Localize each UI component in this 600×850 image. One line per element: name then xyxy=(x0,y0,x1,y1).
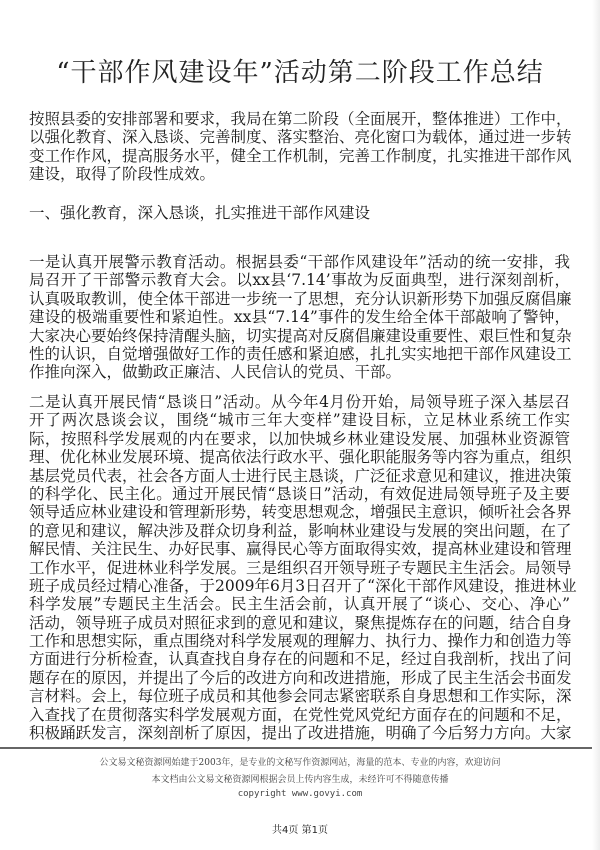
text-line: 理、优化林业发展环境、提高依法行政水平、强化职能服务等内容为重点，组织 xyxy=(29,448,572,467)
text-line: 班子成员经过精心准备，于2009年6月3日召开了“深化干部作风建设，推进林业 xyxy=(29,576,577,595)
text-line: 作推向深入，做勤政正廉洁、人民信认的党员、干部。 xyxy=(29,363,402,382)
document-title: “干部作风建设年”活动第二阶段工作总结 xyxy=(56,58,544,88)
text-line: 积极踊跃发言，深刻剖析了原因，提出了改进措施，明确了今后努力方向。大家 xyxy=(29,724,572,743)
text-line: 的科学化、民主化。通过开展民情“恳谈日”活动，有效促进局领导班子及主要 xyxy=(29,484,570,503)
text-line: 建设的极端重要性和紧迫性。xx县“7.14”事件的发生给全体干部敲响了警钟， xyxy=(29,308,570,327)
text-line: 入查找了在贯彻落实科学发展观方面，在党性党风党纪方面存在的问题和不足， xyxy=(29,705,572,724)
footer-copyright: copyright www.govyi.com xyxy=(237,789,363,799)
text-line: 际，按照科学发展观的内在要求，以加快城乡林业建设发展、加强林业资源管 xyxy=(29,429,570,448)
text-line: 工作和思想实际，重点围绕对科学发展观的理解力、执行力、操作力和创造力等 xyxy=(29,632,572,651)
text-line: 建设，取得了阶段性成效。 xyxy=(29,165,216,184)
text-line: 以强化教育、深入恳谈、完善制度、落实整治、亮化窗口为载体，通过进一步转 xyxy=(29,128,572,147)
footer-divider xyxy=(0,747,592,749)
dialogue-day-paragraph xyxy=(29,393,577,743)
text-line: 按照县委的安排部署和要求，我局在第二阶段（全面展开，整体推进）工作中， xyxy=(29,110,572,128)
text-line: 科学发展”专题民主生活会。民主生活会前，认真开展了“谈心、交心、净心” xyxy=(29,595,570,614)
text-line: 的意见和建议，解决涉及群众切身利益，影响林业建设与发展的突出问题，在了 xyxy=(29,521,572,540)
text-line: 一是认真开展警示教育活动。根据县委“干部作风建设年”活动的统一安排，我 xyxy=(29,253,570,271)
text-line: 开了两次恳谈会议，围绕“城市三年大变样”建设目标，立足林业系统工作实 xyxy=(29,411,570,430)
section-heading xyxy=(29,204,570,222)
warning-education-paragraph xyxy=(29,253,570,382)
text-line: 题存在的原因，并提出了今后的改进方向和改进措施，形成了民主生活会书面发 xyxy=(29,668,572,687)
text-line: 领导适应林业建设和管理新形势，转变思想观念，增强民主意识，倾听社会各界 xyxy=(29,503,572,522)
footer-site-intro: 公文易文秘资源网始建于2003年，是专业的文秘写作资源网站，海量的范本、专业的内容，欢迎访问 xyxy=(99,758,501,768)
section-heading-text: 一、强化教育，深入恳谈，扎实推进干部作风建设 xyxy=(29,204,371,222)
text-line: 认真吸取教训，使全体干部进一步统一了思想，充分认识新形势下加强反腐倡廉 xyxy=(29,289,572,308)
text-line: 大家决心要始终保持清醒头脑，切实提高对反腐倡廉建设重要性、艰巨性和复杂 xyxy=(29,326,572,345)
text-line: 方面进行分析检查，认真查找自身存在的问题和不足，经过自我剖析，找出了问 xyxy=(29,650,572,669)
text-line: 解民情、关注民生、办好民事、赢得民心等方面取得实效，提高林业建设和管理 xyxy=(29,540,572,559)
text-line: 基层党员代表，社会各方面人士进行民主恳谈，广泛征求意见和建议，推进决策 xyxy=(29,466,572,485)
text-line: 二是认真开展民情“恳谈日”活动。从今年4月份开始，局领导班子深入基层召 xyxy=(29,393,570,411)
page-indicator: 共4页 第1页 xyxy=(272,825,328,836)
text-line: 言材料。会上，每位班子成员和其他参会同志紧密联系自身思想和工作实际，深 xyxy=(29,687,572,706)
text-line: 变工作作风，提高服务水平，健全工作机制，完善工作制度，扎实推进干部作风 xyxy=(29,146,572,165)
text-line: 性的认识，自觉增强做好工作的责任感和紧迫感，扎扎实实地把干部作风建设工 xyxy=(29,344,572,363)
text-line: 活动，领导班子成员对照征求到的意见和建议，聚焦提炼存在的问题，结合自身 xyxy=(29,613,572,632)
text-line: 工作水平，促进林业科学发展。三是组织召开领导班子专题民主生活会。局领导 xyxy=(29,558,572,577)
intro-paragraph xyxy=(29,110,570,184)
page-edge-shadow xyxy=(592,0,600,850)
footer-disclaimer: 本文档由公文易文秘资源网根据会员上传内容生成，未经许可不得随意传播 xyxy=(151,775,449,785)
text-line: 局召开了干部警示教育大会。以xx县‘7.14’事故为反面典型，进行深刻剖析， xyxy=(29,271,570,290)
